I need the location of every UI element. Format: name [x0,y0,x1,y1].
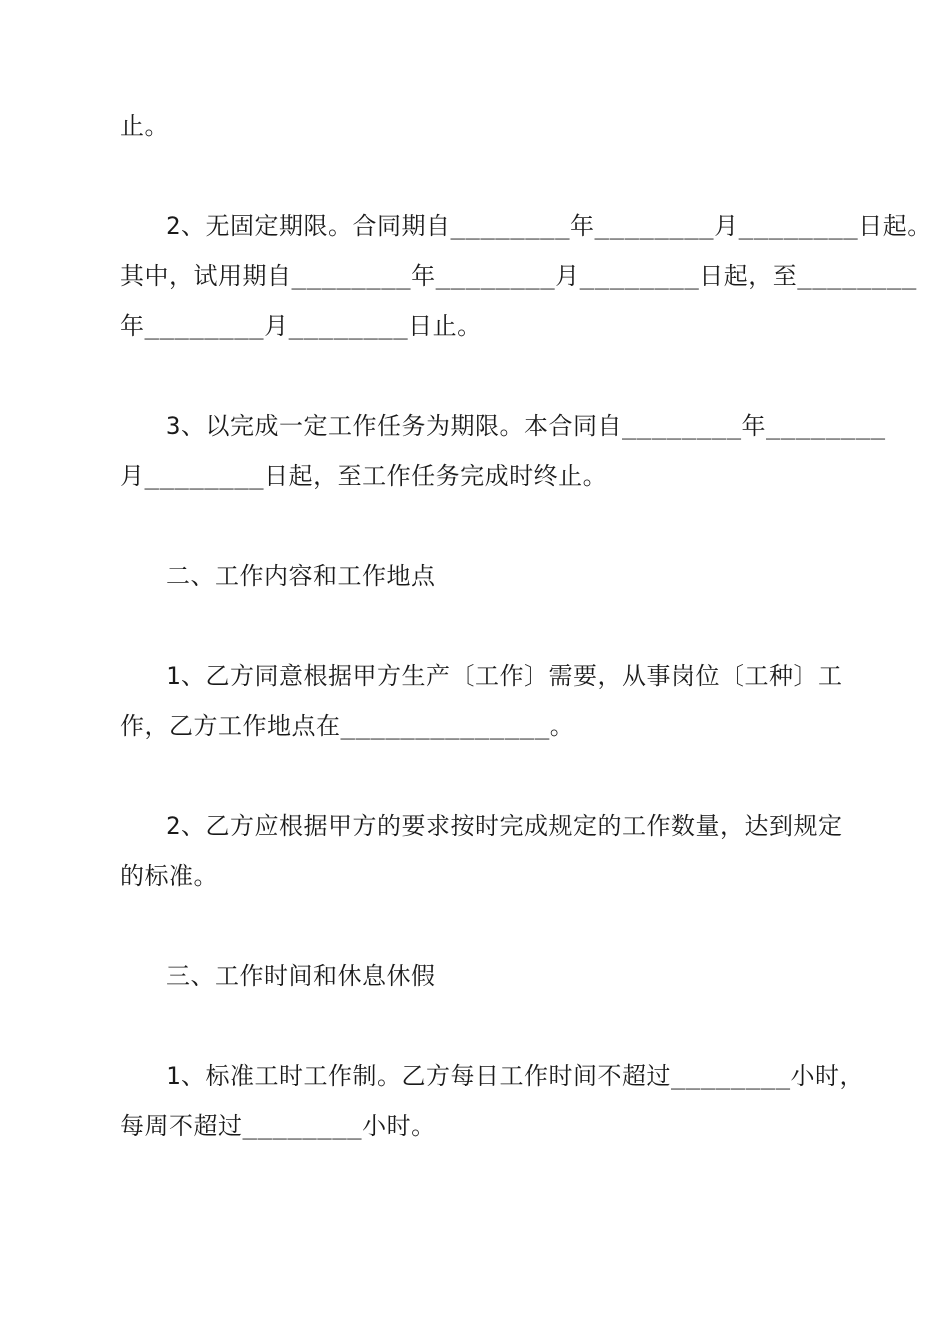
text-line: 其中，试用期自________年________月________日起，至________ [120,262,917,290]
text-line: 止。 [120,112,169,140]
paragraph-standard-hours: 1、标准工时工作制。乙方每日工作时间不超过________小时， [166,1062,865,1090]
text-line: 作，乙方工作地点在______________。 [120,712,575,740]
paragraph-work-position: 1、乙方同意根据甲方生产〔工作〕需要，从事岗位〔工种〕工 [166,662,843,690]
paragraph-term-open-ended: 2、无固定期限。合同期自________年________月________日起。 [166,212,932,240]
section-heading-work-hours: 三、工作时间和休息休假 [166,962,436,990]
text-line: 年________月________日止。 [120,312,482,340]
text-line: 每周不超过________小时。 [120,1112,436,1140]
text-line: 的标准。 [120,862,218,890]
text-line: 月________日起，至工作任务完成时终止。 [120,462,608,490]
paragraph-work-requirements: 2、乙方应根据甲方的要求按时完成规定的工作数量，达到规定 [166,812,843,840]
section-heading-work-content: 二、工作内容和工作地点 [166,562,436,590]
paragraph-term-task-based: 3、以完成一定工作任务为期限。本合同自________年________ [166,412,886,440]
